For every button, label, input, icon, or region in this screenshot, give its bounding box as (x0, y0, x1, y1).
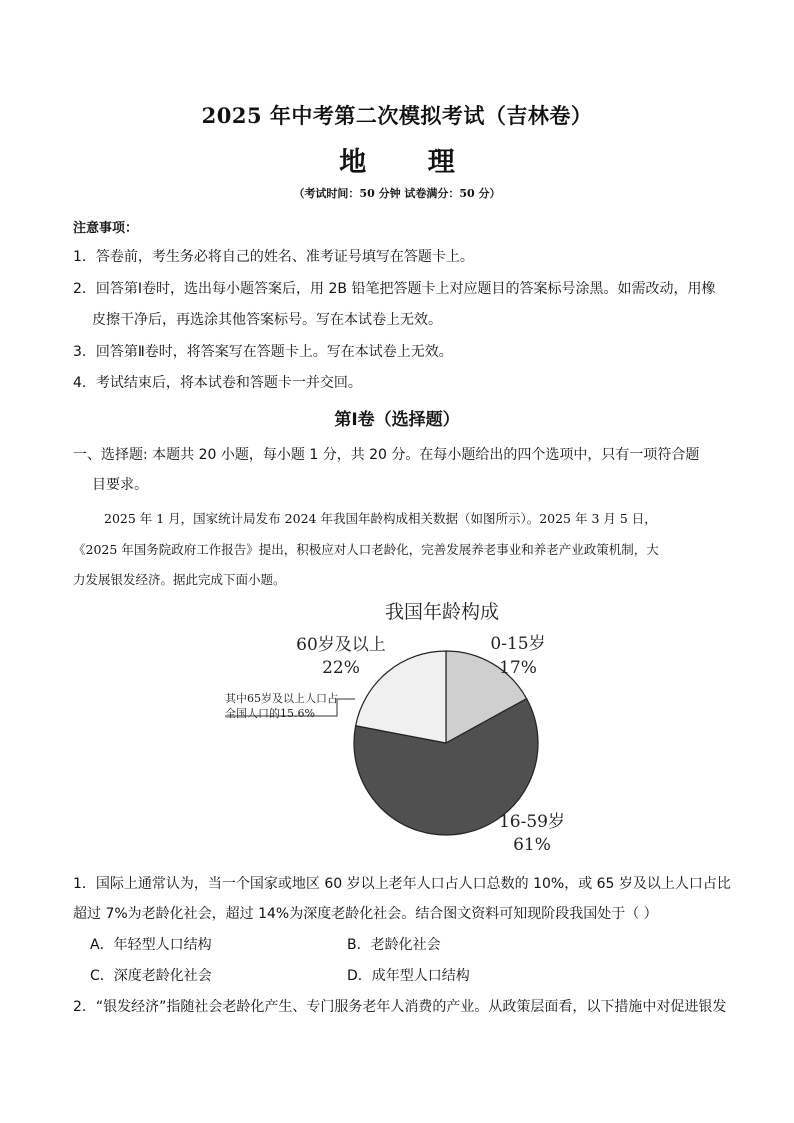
notice-item-2-cont: 皮擦干净后，再选涂其他答案标号。写在本试卷上无效。 (92, 312, 442, 328)
section-instruction-line2: 目要求。 (92, 477, 148, 493)
age-structure-pie-chart (215, 596, 595, 858)
slice-value-1: 17% (499, 658, 537, 678)
material-line2: 《2025 年国务院政府工作报告》提出，积极应对人口老龄化，完善发展养老事业和养老产业政策机制，大 (73, 542, 659, 557)
material-line1: 2025 年 1 月，国家统计局发布 2024 年我国年龄构成相关数据（如图所示）。2025 年 3 月 5 日， (104, 511, 657, 526)
exam-title: 2025 年中考第二次模拟考试（吉林卷） (201, 103, 593, 128)
notice-item-4: 4．考试结束后，将本试卷和答题卡一并交回。 (73, 375, 362, 391)
question-1-option-d[interactable]: D．成年型人口结构 (347, 968, 470, 984)
question-2-stem-line1: 2．“银发经济”指随社会老龄化产生、专门服务老年人消费的产业。从政策层面看，以下措施中对促进银发 (73, 999, 727, 1015)
question-1-stem-line1: 1．国际上通常认为，当一个国家或地区 60 岁以上老年人口占人口总数的 10%，或 65 岁及以上人口占比 (73, 876, 731, 892)
slice-label-2: 16-59岁 (498, 812, 566, 832)
notice-heading: 注意事项： (73, 221, 139, 236)
slice-label-3: 60岁及以上 (296, 635, 386, 655)
chart-title: 我国年龄构成 (384, 601, 500, 623)
slice-value-3: 22% (322, 658, 360, 678)
section-title: 第Ⅰ卷（选择题） (334, 410, 460, 430)
slice-label-1: 0-15岁 (490, 634, 546, 654)
notice-item-2: 2．回答第Ⅰ卷时，选出每小题答案后，用 2B 铅笔把答题卡上对应题目的答案标号涂黑。如需改动，用橡 (73, 281, 716, 297)
notice-item-3: 3．回答第Ⅱ卷时，将答案写在答题卡上。写在本试卷上无效。 (73, 344, 453, 360)
question-1-option-b[interactable]: B．老龄化社会 (347, 937, 441, 953)
notice-item-1: 1．答卷前，考生务必将自己的姓名、准考证号填写在答题卡上。 (73, 249, 474, 265)
subject-title: 地 理 (339, 147, 481, 178)
annotation-line2: 全国人口的15.6% (225, 707, 315, 720)
material-line3: 力发展银发经济。据此完成下面小题。 (73, 572, 286, 587)
annotation-line1: 其中65岁及以上人口占 (225, 692, 338, 705)
question-1-stem-line2: 超过 7%为老龄化社会，超过 14%为深度老龄化社会。结合图文资料可知现阶段我国处于（ ） (73, 906, 658, 922)
exam-info: （考试时间：50 分钟 试卷满分：50 分） (293, 187, 501, 200)
question-1-option-a[interactable]: A．年轻型人口结构 (90, 937, 212, 953)
slice-value-2: 61% (513, 835, 551, 855)
question-1-option-c[interactable]: C．深度老龄化社会 (90, 968, 212, 984)
section-instruction-line1: 一、选择题: 本题共 20 小题，每小题 1 分，共 20 分。在每小题给出的四个选项中，只有一项符合题 (73, 447, 700, 463)
